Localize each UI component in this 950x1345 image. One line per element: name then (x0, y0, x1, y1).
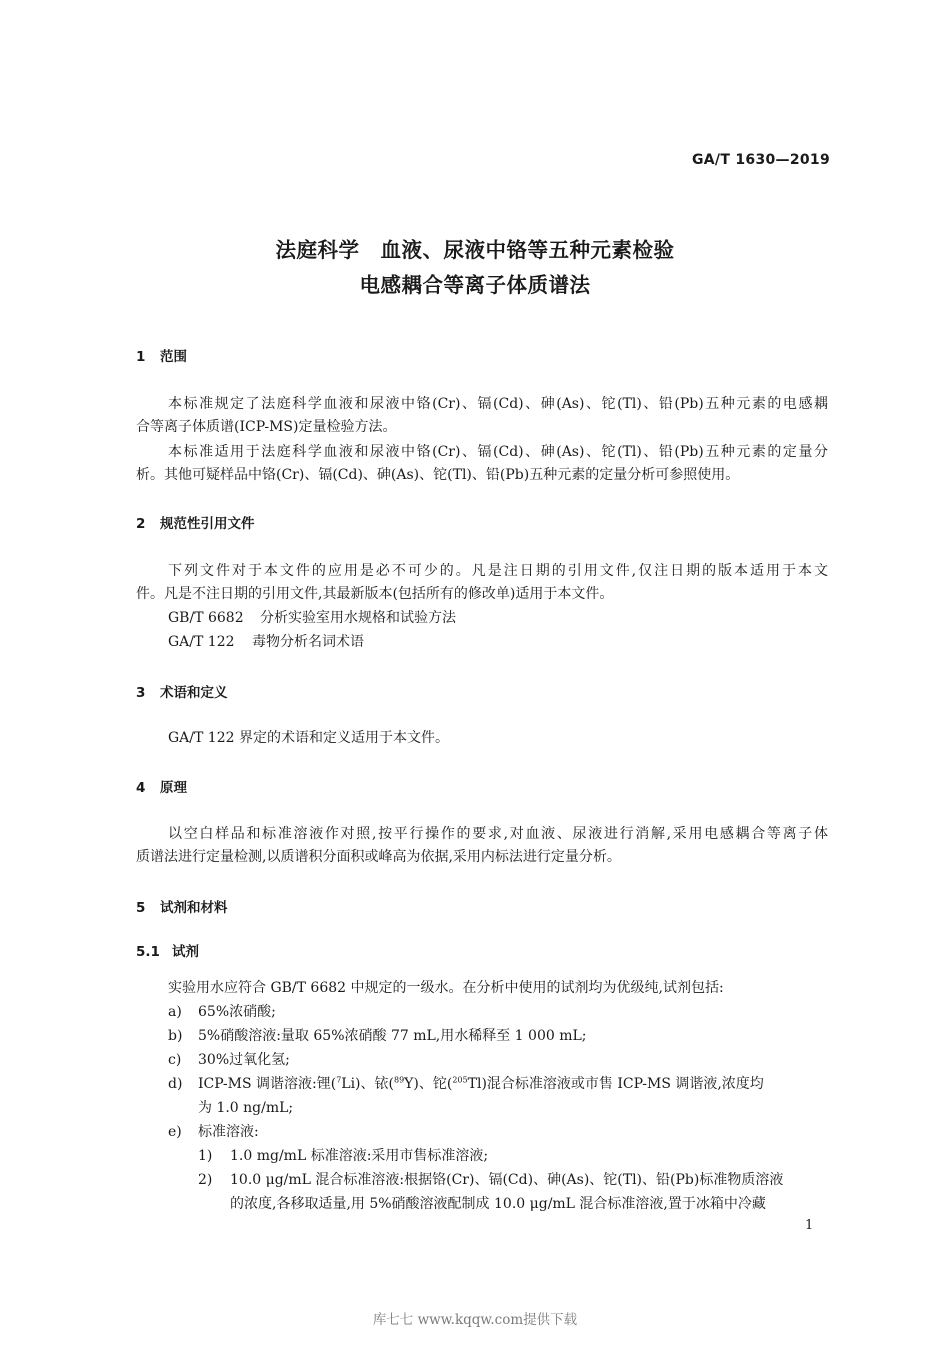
section-1-heading (136, 345, 187, 365)
reference-code: GB/T 6682 (168, 610, 244, 626)
reagent-item-a (168, 1001, 276, 1021)
section-5-heading (136, 896, 228, 916)
reagent-item-d (168, 1073, 764, 1093)
item-label: e) (168, 1124, 182, 1140)
subsection-5-1-heading (136, 940, 199, 960)
section-1-p2-line1: 本标准适用于法庭科学血液和尿液中铬(Cr)、镉(Cd)、砷(As)、铊(Tl)、铅(Pb)五种元素的定量分 (168, 444, 828, 460)
item-label: b) (168, 1028, 183, 1044)
reference-code: GA/T 122 (168, 634, 235, 650)
section-number: 1 (136, 349, 146, 365)
document-title-line2: 电感耦合等离子体质谱法 (359, 273, 591, 297)
item-text: 标准溶液: (198, 1124, 259, 1140)
item-label: 2) (198, 1172, 213, 1188)
section-title: 范围 (160, 349, 187, 365)
section-2-p1-line2: 件。凡是不注日期的引用文件,其最新版本(包括所有的修改单)适用于本文件。 (136, 586, 614, 602)
item-text: 10.0 μg/mL 混合标准溶液:根据铬(Cr)、镉(Cd)、砷(As)、铊(Tl)、铅(Pb)标准物质溶液 (230, 1172, 784, 1188)
reference-item (168, 631, 364, 651)
section-title: 术语和定义 (160, 685, 228, 701)
section-title: 原理 (160, 780, 187, 796)
reagent-item-d-line2: 为 1.0 ng/mL; (198, 1100, 294, 1116)
standard-solution-2-line2: 的浓度,各移取适量,用 5%硝酸溶液配制成 10.0 μg/mL 混合标准溶液,置于冰箱中冷藏 (230, 1196, 766, 1212)
item-label: a) (168, 1004, 182, 1020)
section-2-heading (136, 512, 255, 532)
item-text: ICP-MS 调谐溶液:锂($^7$Li)、铱($^{89}$Y)、铊($^{205}$Tl)混合标准溶液或市售 ICP-MS 调谐液,浓度均 (198, 1075, 764, 1092)
item-label: c) (168, 1052, 182, 1068)
standard-number: GA/T 1630—2019 (692, 152, 830, 168)
standard-solution-2 (198, 1169, 783, 1189)
section-title: 试剂和材料 (160, 900, 228, 916)
subsection-number: 5.1 (136, 944, 160, 960)
section-title: 规范性引用文件 (160, 516, 255, 532)
section-number: 3 (136, 685, 146, 701)
page-number: 1 (805, 1218, 814, 1233)
subsection-5-1-intro: 实验用水应符合 GB/T 6682 中规定的一级水。在分析中使用的试剂均为优级纯,试剂包括: (168, 980, 724, 996)
subsection-title: 试剂 (172, 944, 199, 960)
section-3-heading (136, 681, 228, 701)
reagent-item-b (168, 1025, 587, 1045)
download-watermark: 库七七 www.kqqw.com提供下载 (372, 1312, 578, 1328)
item-text: 65%浓硝酸; (198, 1004, 276, 1020)
section-1-p1-line1: 本标准规定了法庭科学血液和尿液中铬(Cr)、镉(Cd)、砷(As)、铊(Tl)、铅(Pb)五种元素的电感耦 (168, 396, 828, 412)
section-4-heading (136, 776, 187, 796)
item-text: 5%硝酸溶液:量取 65%浓硝酸 77 mL,用水稀释至 1 000 mL; (198, 1028, 587, 1044)
item-text: 1.0 mg/mL 标准溶液:采用市售标准溶液; (230, 1148, 489, 1164)
reference-item (168, 607, 456, 627)
standard-solution-1 (198, 1145, 488, 1165)
section-4-p1-line2: 质谱法进行定量检测,以质谱积分面积或峰高为依据,采用内标法进行定量分析。 (136, 849, 621, 865)
reagent-item-e (168, 1121, 259, 1141)
section-number: 2 (136, 516, 146, 532)
section-2-p1-line1: 下列文件对于本文件的应用是必不可少的。凡是注日期的引用文件,仅注日期的版本适用于本文 (168, 563, 828, 579)
reference-title: 分析实验室用水规格和试验方法 (260, 610, 456, 626)
reference-title: 毒物分析名词术语 (252, 634, 364, 650)
document-title-line1: 法庭科学 血液、尿液中铬等五种元素检验 (275, 238, 675, 262)
section-3-p1: GA/T 122 界定的术语和定义适用于本文件。 (168, 730, 449, 746)
section-1-p2-line2: 析。其他可疑样品中铬(Cr)、镉(Cd)、砷(As)、铊(Tl)、铅(Pb)五种元素的定量分析可参照使用。 (136, 467, 740, 483)
item-text: 30%过氧化氢; (198, 1052, 290, 1068)
item-label: d) (168, 1076, 183, 1092)
item-label: 1) (198, 1148, 213, 1164)
section-1-p1-line2: 合等离子体质谱(ICP-MS)定量检验方法。 (136, 419, 397, 435)
section-4-p1-line1: 以空白样品和标准溶液作对照,按平行操作的要求,对血液、尿液进行消解,采用电感耦合等离子体 (168, 826, 828, 842)
section-number: 4 (136, 780, 146, 796)
section-number: 5 (136, 900, 146, 916)
reagent-item-c (168, 1049, 290, 1069)
